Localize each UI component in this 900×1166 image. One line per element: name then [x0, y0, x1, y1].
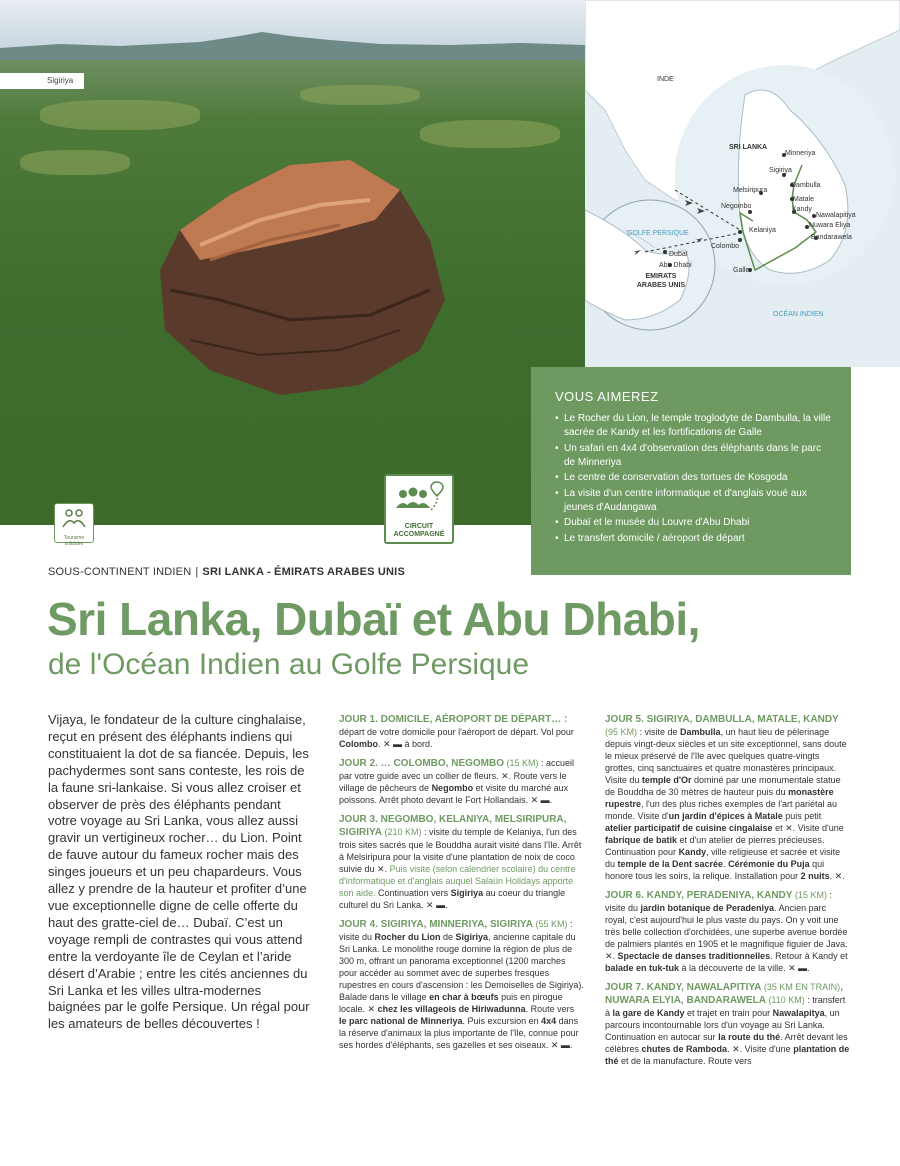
day-text: et d'un atelier de pierres précieuses. Continuation pour	[605, 835, 825, 857]
day-text: dominé par une monumentale statue de Bouddha de 30 mètres de hauteur puis du	[605, 775, 841, 797]
day-1	[339, 713, 584, 750]
breadcrumb-separator: |	[195, 566, 199, 578]
day-4-title: JOUR 4. SIGIRIYA, MINNERIYA, SIGIRIYA	[339, 919, 533, 930]
day-highlight: 2 nuits	[800, 871, 830, 881]
map-city-melsiripura: Melsiripura	[733, 187, 768, 194]
day-1-title: JOUR 1. DOMICILE, AÉROPORT DE DÉPART… :	[339, 714, 568, 725]
list-item: • Un safari en 4x4 d'observation des éléphants dans le parc de Minneriya	[555, 442, 833, 470]
photo-caption: Sigiriya	[0, 73, 84, 89]
day-distance: (15 KM)	[504, 758, 539, 768]
day-distance: (95 KM)	[605, 727, 638, 737]
day-3-title: JOUR 3. NEGOMBO, KELANIYA, MELSIRIPURA, SIGIRIYA	[339, 814, 567, 838]
day-text: . Retour à Kandy et	[770, 951, 848, 961]
day-distance: (55 KM)	[532, 919, 568, 929]
map-label-golfe: GOLFE PERSIQUE	[627, 230, 689, 237]
day-text: au coeur du triangle culturel du Sri Lanka. ✕ ▬.	[339, 888, 566, 910]
day-highlight: temple de la Dent sacrée	[617, 859, 724, 869]
day-highlight: plantation de thé	[605, 1044, 850, 1066]
day-text: , ville religieuse et sacrée et visite du	[605, 847, 841, 869]
day-distance: (35 KM EN TRAIN)	[761, 982, 841, 992]
breadcrumb	[48, 566, 405, 578]
day-highlight: Cérémonie du Puja	[728, 859, 810, 869]
vous-aimerez-list	[555, 412, 833, 546]
page-title: Sri Lanka, Dubaï et Abu Dhabi,	[47, 593, 700, 645]
day-highlight: Spectacle de danses traditionnelles	[617, 951, 771, 961]
day-7-title-cont: , NUWARA ELYIA, BANDARAWELA	[605, 982, 843, 1006]
day-text: qui honore tous les soirs, la relique. Installation pour	[605, 859, 825, 881]
tourisme-solidaire-badge	[54, 503, 94, 547]
day-4	[339, 918, 584, 1051]
day-text: de	[440, 932, 456, 942]
day-text: . ✕.	[829, 871, 845, 881]
itinerary-column-2	[605, 713, 850, 1074]
map-city-galle: Galle	[733, 267, 750, 274]
list-item: • Le transfert domicile / aéroport de départ	[555, 532, 833, 546]
day-highlight: Colombo	[339, 739, 378, 749]
day-text: : visite du	[339, 919, 573, 942]
photo-hills	[0, 30, 585, 60]
day-text: et de la manufacture. Route vers	[618, 1056, 752, 1066]
day-text: , ancienne capitale du Sri Lanka. Le monolithe rouge domine la région de plus de 300 m, offrant un panorama exceptionnel (1200 marches pour accéder au sommet avec de superbes fresques rupestres en cours d'ascension : les Demoiselles de Sigiriya). Balade dans le village	[339, 932, 584, 1002]
map-city-dubai: Dubaï	[669, 251, 688, 258]
day-2	[339, 757, 584, 806]
day-highlight: atelier participatif de cuisine cingalaise	[605, 823, 773, 833]
map-city-bandarawela: Bandarawela	[811, 234, 852, 241]
day-2-title: JOUR 2. … COLOMBO, NEGOMBO	[339, 758, 505, 769]
itinerary-column-1	[339, 713, 584, 1058]
day-text: départ de votre domicile pour l'aéroport de départ. Vol pour	[339, 727, 574, 737]
map-city-abu-dhabi: Abu Dhabi	[659, 262, 692, 269]
list-item: • Le Rocher du Lion, le temple troglodyte de Dambulla, la ville sacrée de Kandy et les fortifications de Galle	[555, 412, 833, 440]
day-text: et trajet en train pour	[684, 1008, 773, 1018]
day-highlight: un jardin d'épices à Matale	[668, 811, 783, 821]
map-city-matale: Matale	[793, 196, 815, 203]
day-highlight: le parc national de Minneriya	[339, 1016, 463, 1026]
map-city-negombo: Negombo	[721, 203, 752, 210]
day-text: .	[723, 859, 729, 869]
map-city-minneriya: Minneriya	[785, 150, 816, 157]
map-label-ocean: OCÉAN INDIEN	[773, 311, 824, 318]
day-text: et ✕. Visite d'une	[772, 823, 844, 833]
route-map	[585, 0, 900, 367]
day-text: , un parcours incontournable lors d'un voyage au Sri Lanka. Continuation en autocar sur	[605, 1008, 840, 1042]
day-highlight: la gare de Kandy	[612, 1008, 685, 1018]
day-text: : visite du temple de Kelaniya, l'un des trois sites sacrés que le Bouddha aurait visité dans l'île. Arrêt à Melsiripura pour la visite d'une plantation de noix de coco suivie du ✕.	[339, 827, 582, 874]
day-highlight: temple d'Or	[641, 775, 692, 785]
map-label-sri-lanka: SRI LANKA	[729, 144, 768, 151]
day-text: à la découverte de la ville. ✕ ▬.	[679, 963, 810, 973]
day-7-title: JOUR 7. KANDY, NAWALAPITIYA	[605, 982, 762, 993]
sigiriya-rock	[140, 150, 460, 400]
day-highlight: ✕ chez les villageois de Hiriwadunna	[367, 1004, 526, 1014]
map-city-dambulla: Dambulla	[791, 182, 821, 189]
tourisme-solidaire-label: Tourisme solidaire	[63, 535, 85, 547]
day-highlight: monastère rupestre	[605, 787, 834, 809]
day-6	[605, 889, 850, 974]
day-5-title: JOUR 5. SIGIRIYA, DAMBULLA, MATALE, KANDY	[605, 714, 839, 725]
day-distance: (15 KM)	[792, 890, 827, 900]
day-text: Continuation vers	[375, 888, 451, 898]
day-highlight: Sigiriya	[450, 888, 484, 898]
vous-aimerez-title: VOUS AIMEREZ	[555, 389, 659, 404]
sigiriya-photo	[0, 0, 585, 525]
day-highlight: Sigiriya	[455, 932, 489, 942]
day-highlight: balade en tuk-tuk	[605, 963, 680, 973]
day-highlight: Dambulla	[680, 727, 721, 737]
day-highlight: jardin botanique de Peradeniya	[640, 903, 775, 913]
circuit-accompagne-label: CIRCUIT ACCOMPAGNÉ	[393, 523, 445, 538]
group-route-icon	[391, 480, 447, 518]
day-solidarity-note: Puis visite (selon calendrier scolaire) du centre d'informatique et d'anglais auquel Salaün Holidays apporte son aide.	[339, 864, 576, 898]
map-city-sigiriya: Sigiriya	[769, 167, 792, 174]
list-item: • Dubaï et le musée du Louvre d'Abu Dhabi	[555, 516, 833, 530]
day-text: : visite de	[637, 727, 681, 737]
day-highlight: chutes de Ramboda	[641, 1044, 728, 1054]
day-6-title: JOUR 6. KANDY, PERADENIYA, KANDY	[605, 890, 793, 901]
circuit-accompagne-badge	[384, 474, 454, 544]
day-5	[605, 713, 850, 882]
day-highlight: la route du thé	[718, 1032, 781, 1042]
day-text: . Route vers	[525, 1004, 575, 1014]
category-label: SOUS-CONTINENT INDIEN	[48, 566, 192, 578]
day-text: , un haut lieu de pèlerinage depuis vingt-deux siècles et un site exceptionnel, sans doute le mieux préservé de l'île avec quelques quatre-vingts grottes, cinq sanctuaires et quatre monastères principaux. Visite du	[605, 727, 847, 785]
day-text: . ✕. Visite d'une	[727, 1044, 794, 1054]
day-highlight: Kandy	[678, 847, 707, 857]
vous-aimerez-box	[531, 367, 851, 575]
map-city-kandy: Kandy	[792, 206, 812, 213]
day-text: dans la réserve d'animaux la plus importante de l'île, connue pour ses hordes d'éléphants, ses gazelles et ses oiseaux. ✕ ▬.	[339, 1016, 579, 1050]
day-text: . Arrêt devant les célèbres	[605, 1032, 848, 1054]
list-item: • La visite d'un centre informatique et d'anglais voué aux jeunes d'Audangawa	[555, 487, 833, 515]
day-text: , l'un des plus riches exemples de l'art pariétal au monde. Visite d'	[605, 799, 838, 821]
map-label-emirats: EMIRATS ARABES UNIS	[636, 273, 686, 289]
day-highlight: fabrique de batik	[605, 835, 678, 845]
map-city-colombo: Colombo	[711, 243, 740, 250]
hands-icon	[61, 507, 87, 529]
destinations-label: SRI LANKA - ÉMIRATS ARABES UNIS	[202, 566, 405, 578]
day-text: . ✕ ▬ à bord.	[378, 739, 433, 749]
day-text: . Ancien parc royal, c'est aujourd'hui le plus vaste du pays. On y voit une très belle collection d'orchidées, une superbe avenue bordée de palmiers plantés en 1905 et le magnifique figuier de Java. ✕.	[605, 903, 848, 961]
map-drawing	[585, 0, 900, 367]
page-subtitle: de l'Océan Indien au Golfe Persique	[48, 648, 530, 681]
day-highlight: Rocher du Lion	[374, 932, 441, 942]
intro-text: Vijaya, le fondateur de la culture cinghalaise, reçut en présent des éléphants indiens qui constituaient la dot de sa fiancée. Depuis, les pachydermes sont sans conteste, les rois de la faune sri-lankaise. Si vous allez croiser et observer de près des éléphants pendant votre voyage au Sri Lanka, vous allez aussi gravir un vertigineux rocher… du Lion. Point de fauve autour du fameux rocher mais des singes joueurs et un peu chapardeurs. Vous allez y prendre de la hauteur et profiter d’une vue exceptionnelle digne de celle offerte du haut des gratte-ciel de… Dubaï. C’est un voyage rempli de contrastes qui vous attend entre la verdoyante île de Ceylan et l’aride désert d’Arabie ; entre les cités anciennes du Sri Lanka et les villes ultra-modernes baignées par le golfe Persique. Un régal pour les amateurs de belles découvertes !	[48, 712, 310, 1032]
day-3	[339, 813, 584, 911]
list-item: • Le centre de conservation des tortues de Kosgoda	[555, 471, 833, 485]
day-text: : transfert à	[605, 995, 846, 1018]
day-highlight: 4x4	[541, 1016, 557, 1026]
day-text: : accueil par votre guide avec un collier de fleurs. ✕. Route vers le village de pêcheurs de	[339, 758, 575, 793]
map-city-kelaniya: Kelaniya	[749, 227, 776, 234]
day-highlight: Nawalapitya	[772, 1008, 825, 1018]
day-text: : visite du	[605, 890, 832, 913]
map-label-inde: INDE	[657, 76, 674, 83]
day-highlight: Negombo	[431, 783, 474, 793]
day-text: et visite du marché aux poissons. Arrêt photo devant le Fort Hollandais. ✕ ▬.	[339, 783, 569, 805]
map-city-nuwara-eliya: Nuwara Eliya	[809, 222, 851, 229]
map-city-nawalapitiya: Nawalapitiya	[816, 212, 856, 219]
day-7	[605, 981, 850, 1067]
day-text: puis petit	[782, 811, 822, 821]
day-distance: (210 KM)	[381, 827, 422, 837]
day-text: . Puis excursion en	[462, 1016, 542, 1026]
day-text: puis en pirogue locale.	[339, 992, 563, 1014]
day-distance: (110 KM)	[765, 995, 805, 1005]
day-highlight: en char à bœufs	[429, 992, 499, 1002]
